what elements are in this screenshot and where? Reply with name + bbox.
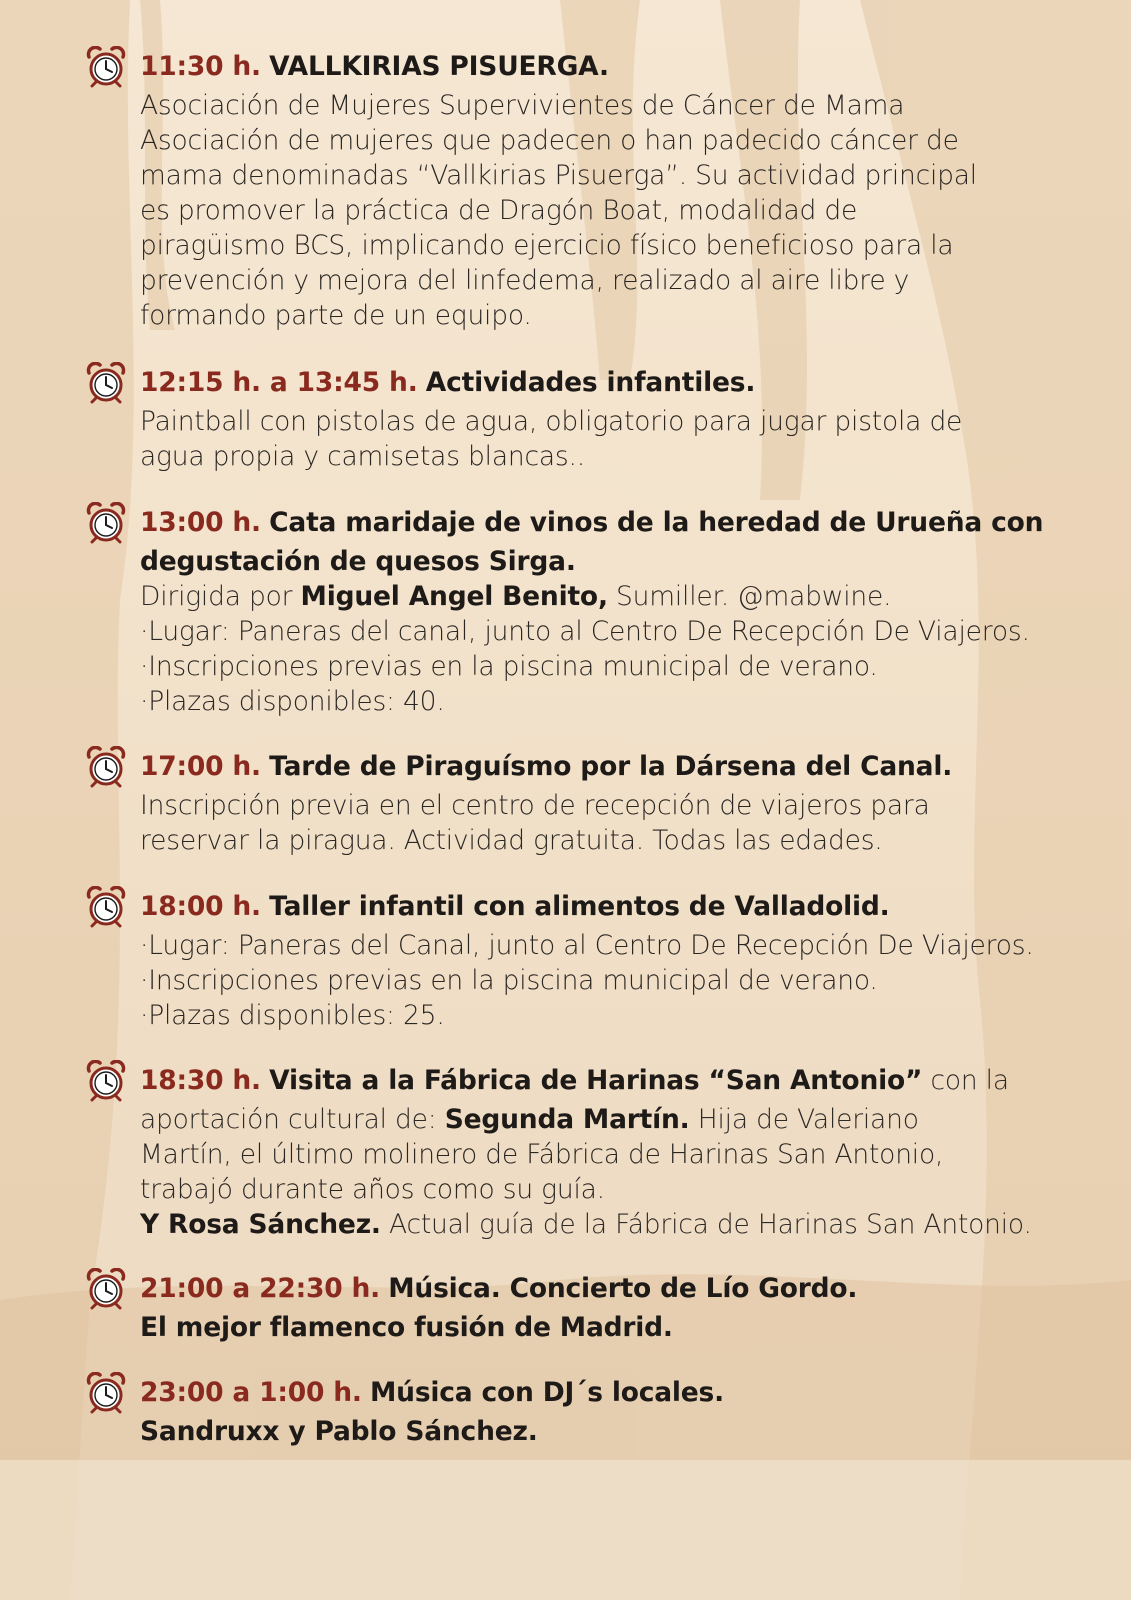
event-text: [140, 362, 1100, 474]
event-description-line: Asociación de mujeres que padecen o han padecido cáncer de: [140, 125, 959, 156]
event-heading: [140, 502, 1100, 544]
event-description-line: ·Plazas disponibles: 25.: [140, 1000, 445, 1031]
event-description-line: agua propia y camisetas blancas..: [140, 441, 585, 472]
event-heading: [140, 746, 1100, 788]
event-description-line: mama denominadas “Vallkirias Pisuerga”. Su actividad principal: [140, 160, 977, 191]
event-text: [140, 46, 1100, 333]
event-time: 11:30 h.: [140, 51, 261, 82]
event-description-line: ·Lugar: Paneras del Canal, junto al Centro De Recepción De Viajeros.: [140, 930, 1034, 961]
event-title: Música con DJ´s locales.: [370, 1377, 724, 1408]
event-description-line: Paintball con pistolas de agua, obligatorio para jugar pistola de: [140, 406, 963, 437]
event-description-line: [140, 1102, 1100, 1137]
event-title: VALLKIRIAS PISUERGA.: [269, 51, 609, 82]
event-time: 17:00 h.: [140, 751, 261, 782]
alarm-clock-icon: [86, 502, 126, 544]
alarm-clock-icon: [86, 746, 126, 788]
event-text-suffix: Sumiller. @mabwine.: [616, 581, 892, 612]
alarm-clock-icon: [86, 886, 126, 928]
event-description-line: es promover la práctica de Dragón Boat, modalidad de: [140, 195, 858, 226]
event-text: [140, 886, 1100, 1033]
event-person-name: Segunda Martín.: [444, 1104, 690, 1135]
event-title: Música. Concierto de Lío Gordo.: [388, 1273, 858, 1304]
event-heading: [140, 1060, 1100, 1102]
event-title: Visita a la Fábrica de Harinas “San Antonio”: [269, 1065, 923, 1096]
event-title-continued: degustación de quesos Sirga.: [140, 546, 576, 577]
event-description-line: Inscripción previa en el centro de recepción de viajeros para: [140, 790, 930, 821]
event-text-suffix: Hija de Valeriano: [697, 1104, 919, 1135]
event-title: Tarde de Piraguísmo por la Dársena del Canal.: [269, 751, 953, 782]
event-title: Cata maridaje de vinos de la heredad de Urueña con: [269, 507, 1044, 538]
event-text-suffix: Actual guía de la Fábrica de Harinas San Antonio.: [389, 1209, 1032, 1240]
event-description-line: ·Inscripciones previas en la piscina municipal de verano.: [140, 651, 878, 682]
event-time: 12:15 h. a 13:45 h.: [140, 367, 418, 398]
event-text: [140, 502, 1100, 719]
event-time: 23:00 a 1:00 h.: [140, 1377, 362, 1408]
alarm-clock-icon: [86, 1060, 126, 1102]
event-heading: [140, 886, 1100, 928]
event-heading: [140, 362, 1100, 404]
event-description-line: Asociación de Mujeres Supervivientes de Cáncer de Mama: [140, 90, 905, 121]
event-time: 18:00 h.: [140, 891, 261, 922]
event-title-continued: Sandruxx y Pablo Sánchez.: [140, 1416, 538, 1447]
event-description-line: prevención y mejora del linfedema, realizado al aire libre y: [140, 265, 910, 296]
event-description-line: trabajó durante años como su guía.: [140, 1174, 605, 1205]
event-description-line: formando parte de un equipo.: [140, 300, 532, 331]
alarm-clock-icon: [86, 46, 126, 88]
alarm-clock-icon: [86, 1372, 126, 1414]
event-time: 21:00 a 22:30 h.: [140, 1273, 380, 1304]
event-heading: [140, 46, 1100, 88]
event-text: [140, 746, 1100, 858]
event-heading: [140, 1268, 1100, 1310]
event-description-line: ·Plazas disponibles: 40.: [140, 686, 445, 717]
event-text: [140, 1060, 1100, 1242]
event-description-line: ·Lugar: Paneras del canal, junto al Centro De Recepción De Viajeros.: [140, 616, 1030, 647]
event-text: [140, 1268, 1100, 1345]
event-description-line: piragüismo BCS, implicando ejercicio físico beneficioso para la: [140, 230, 954, 261]
event-person-name: Miguel Angel Benito,: [300, 581, 608, 612]
event-person-name: Y Rosa Sánchez.: [140, 1209, 381, 1240]
event-description-line: [140, 579, 1100, 614]
event-heading: [140, 1372, 1100, 1414]
event-title: Actividades infantiles.: [425, 367, 756, 398]
event-title-continued: El mejor flamenco fusión de Madrid.: [140, 1312, 673, 1343]
event-text-prefix: aportación cultural de:: [140, 1104, 437, 1135]
event-description-line: Martín, el último molinero de Fábrica de Harinas San Antonio,: [140, 1139, 944, 1170]
event-title-suffix: con la: [930, 1065, 1009, 1096]
event-title: Taller infantil con alimentos de Valladolid.: [269, 891, 890, 922]
event-description-line: [140, 1207, 1100, 1242]
event-time: 13:00 h.: [140, 507, 261, 538]
event-text: [140, 1372, 1100, 1449]
event-time: 18:30 h.: [140, 1065, 261, 1096]
event-description-line: ·Inscripciones previas en la piscina municipal de verano.: [140, 965, 878, 996]
event-text-prefix: Dirigida por: [140, 581, 293, 612]
alarm-clock-icon: [86, 362, 126, 404]
alarm-clock-icon: [86, 1268, 126, 1310]
event-description-line: reservar la piragua. Actividad gratuita. Todas las edades.: [140, 825, 883, 856]
